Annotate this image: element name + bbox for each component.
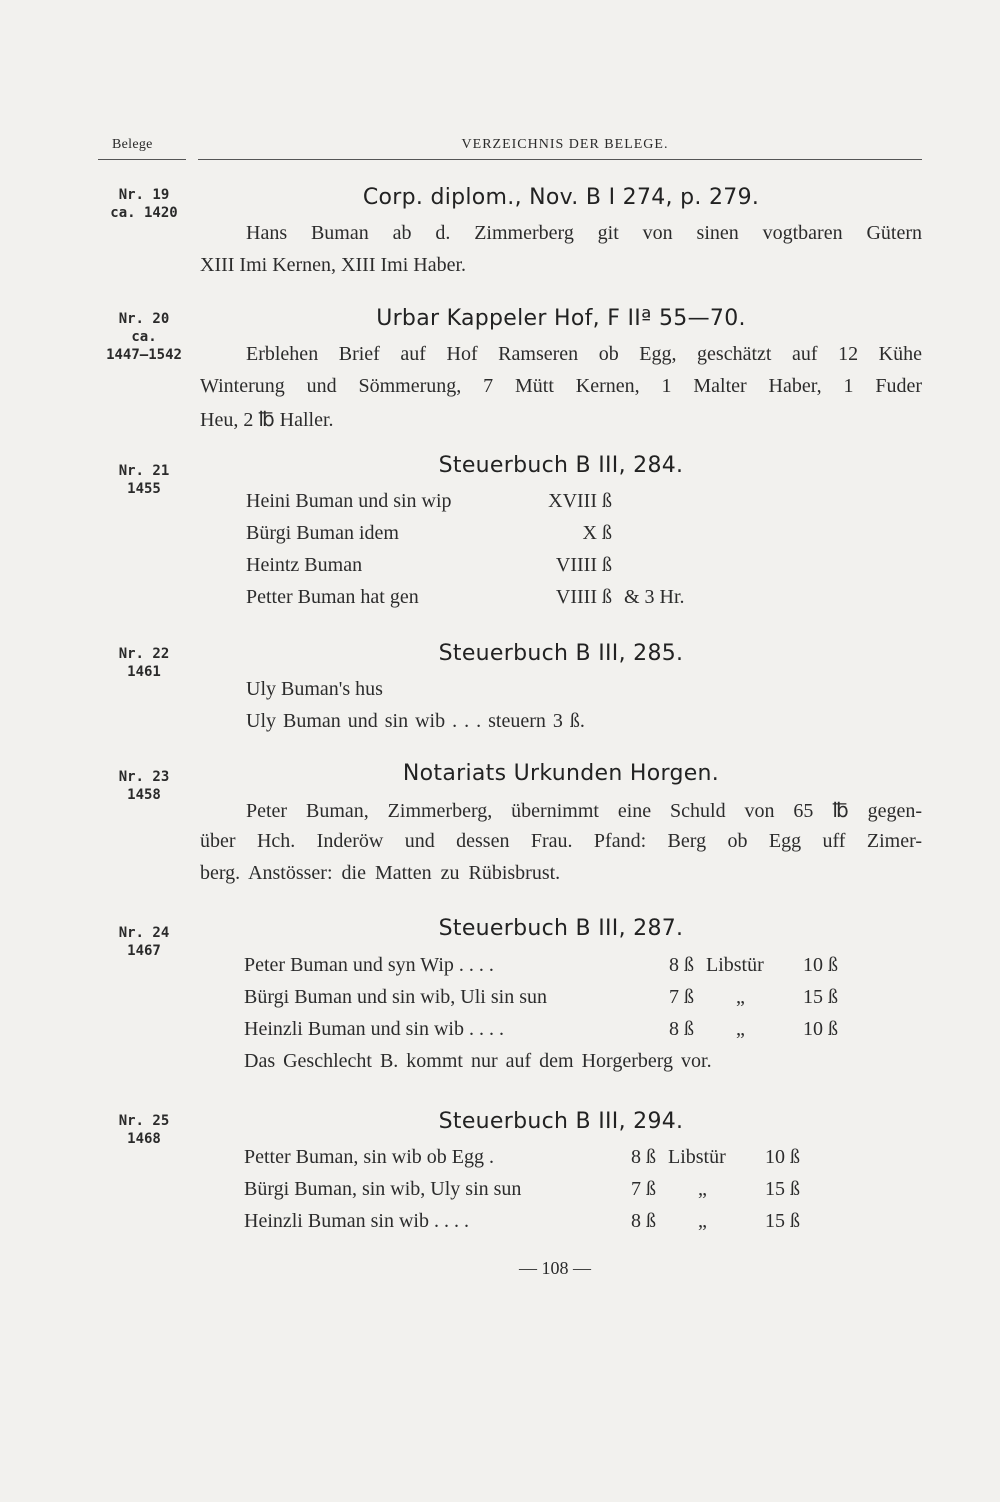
entry-23-line: über Hch. Inderöw und dessen Frau. Pfand: Berg ob Egg uff Zimer- bbox=[200, 830, 922, 852]
entry-19-title: Corp. diplom., Nov. B I 274, p. 279. bbox=[362, 185, 760, 210]
entry-21-name: Bürgi Buman idem bbox=[246, 522, 399, 544]
entry-24-amount: 7 ß bbox=[669, 986, 694, 1008]
page-number: — 108 — bbox=[519, 1258, 591, 1278]
entry-19-margin bbox=[100, 186, 188, 222]
entry-21-margin bbox=[100, 462, 188, 498]
entry-25-amount: 8 ß bbox=[631, 1210, 656, 1232]
entry-date: 1468 bbox=[127, 1131, 161, 1147]
entry-21-amount: X ß bbox=[582, 522, 612, 544]
entry-24-libstuer: Libstür bbox=[706, 954, 764, 976]
entry-number: Nr. 21 bbox=[118, 463, 170, 479]
entry-23-title: Notariats Urkunden Horgen. bbox=[402, 761, 720, 786]
entry-date: 1447—1542 bbox=[106, 347, 182, 363]
entry-24-name: Bürgi Buman und sin wib, Uli sin sun bbox=[244, 986, 547, 1008]
entry-21-amount: VIIII ß bbox=[555, 554, 612, 576]
entry-25-margin bbox=[100, 1112, 188, 1148]
entry-25-name: Heinzli Buman sin wib . . . . bbox=[244, 1210, 469, 1232]
entry-20-margin bbox=[94, 310, 194, 364]
entry-19-line: Hans Buman ab d. Zimmerberg git von sinen vogtbaren Gütern bbox=[246, 222, 922, 244]
entry-24-libstuer-amount: 10 ß bbox=[803, 954, 838, 976]
entry-24-libstuer-amount: 15 ß bbox=[803, 986, 838, 1008]
header-rule-right bbox=[198, 159, 922, 160]
entry-21-name: Heini Buman und sin wip bbox=[246, 490, 452, 512]
entry-24-name: Heinzli Buman und sin wib . . . . bbox=[244, 1018, 504, 1040]
entry-20-line: Winterung und Sömmerung, 7 Mütt Kernen, 1 Malter Haber, 1 Fuder bbox=[200, 375, 922, 397]
entry-25-name: Bürgi Buman, sin wib, Uly sin sun bbox=[244, 1178, 522, 1200]
entry-number: Nr. 20 bbox=[118, 311, 170, 327]
entry-date: 1458 bbox=[127, 787, 161, 803]
entry-number: Nr. 25 bbox=[118, 1113, 170, 1129]
entry-24-amount: 8 ß bbox=[669, 1018, 694, 1040]
entry-25-ditto: „ bbox=[698, 1178, 707, 1200]
entry-22-title: Steuerbuch B III, 285. bbox=[438, 641, 684, 666]
entry-25-name: Petter Buman, sin wib ob Egg . bbox=[244, 1146, 494, 1168]
entry-19-line: XIII Imi Kernen, XIII Imi Haber. bbox=[200, 254, 467, 276]
entry-22-margin bbox=[100, 645, 188, 681]
entry-21-name: Petter Buman hat gen bbox=[246, 586, 419, 608]
running-header-left: Belege bbox=[112, 137, 153, 152]
entry-24-libstuer-amount: 10 ß bbox=[803, 1018, 838, 1040]
entry-number: Nr. 24 bbox=[118, 925, 170, 941]
entry-date: ca. bbox=[131, 329, 157, 345]
header-rule-left bbox=[98, 159, 186, 160]
entry-24-note: Das Geschlecht B. kommt nur auf dem Horgerberg vor. bbox=[244, 1050, 712, 1072]
entry-number: Nr. 19 bbox=[118, 187, 170, 203]
entry-date: 1455 bbox=[127, 481, 161, 497]
entry-25-title: Steuerbuch B III, 294. bbox=[438, 1109, 684, 1134]
entry-number: Nr. 23 bbox=[118, 769, 170, 785]
entry-22-line: Uly Buman's hus bbox=[246, 678, 383, 700]
entry-23-margin bbox=[100, 768, 188, 804]
entry-24-amount: 8 ß bbox=[669, 954, 694, 976]
entry-21-name: Heintz Buman bbox=[246, 554, 363, 576]
entry-24-margin bbox=[100, 924, 188, 960]
entry-24-ditto: „ bbox=[736, 1018, 745, 1040]
entry-25-libstuer-amount: 10 ß bbox=[765, 1146, 800, 1168]
running-header-title: VERZEICHNIS DER BELEGE. bbox=[461, 137, 669, 152]
entry-25-libstuer: Libstür bbox=[668, 1146, 726, 1168]
entry-25-ditto: „ bbox=[698, 1210, 707, 1232]
entry-21-extra: & 3 Hr. bbox=[624, 586, 685, 608]
entry-21-amount: XVIII ß bbox=[548, 490, 612, 512]
entry-25-libstuer-amount: 15 ß bbox=[765, 1178, 800, 1200]
entry-25-libstuer-amount: 15 ß bbox=[765, 1210, 800, 1232]
entry-number: Nr. 22 bbox=[118, 646, 170, 662]
entry-20-title: Urbar Kappeler Hof, F IIª 55—70. bbox=[376, 306, 746, 331]
entry-date: 1461 bbox=[127, 664, 161, 680]
entry-date: 1467 bbox=[127, 943, 161, 959]
entry-24-name: Peter Buman und syn Wip . . . . bbox=[244, 954, 494, 976]
entry-21-amount: VIIII ß bbox=[555, 586, 612, 608]
entry-20-line: Heu, 2 ℔ Haller. bbox=[200, 409, 334, 431]
entry-21-title: Steuerbuch B III, 284. bbox=[438, 453, 684, 478]
entry-25-amount: 7 ß bbox=[631, 1178, 656, 1200]
entry-25-amount: 8 ß bbox=[631, 1146, 656, 1168]
entry-23-line: berg. Anstösser: die Matten zu Rübisbrust. bbox=[200, 862, 561, 884]
entry-23-line: Peter Buman, Zimmerberg, übernimmt eine Schuld von 65 ℔ gegen- bbox=[246, 800, 922, 822]
entry-date: ca. 1420 bbox=[110, 205, 178, 221]
entry-24-title: Steuerbuch B III, 287. bbox=[438, 916, 684, 941]
entry-24-ditto: „ bbox=[736, 986, 745, 1008]
entry-20-line: Erblehen Brief auf Hof Ramseren ob Egg, geschätzt auf 12 Kühe bbox=[246, 343, 922, 365]
entry-22-line: Uly Buman und sin wib . . . steuern 3 ß. bbox=[246, 710, 585, 732]
